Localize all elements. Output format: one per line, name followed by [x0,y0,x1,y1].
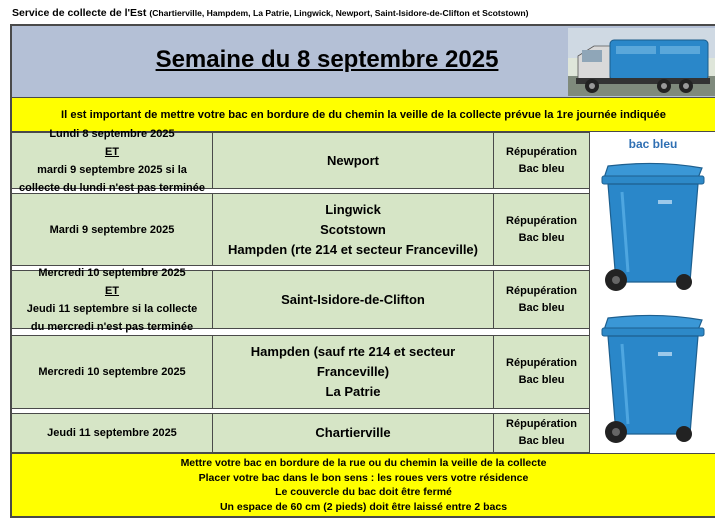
town-name: Hampden (sauf rte 214 et secteur [250,344,456,359]
town-name: La Patrie [325,384,381,399]
table-row [12,335,589,409]
collection-type-cell [494,271,589,328]
instruction-line: Un espace de 60 cm (2 pieds) doit être laissé entre 2 bacs [219,500,508,513]
table-row [12,193,589,266]
bin-type: Bac bleu [518,435,565,447]
town-cell [213,271,494,328]
bin-type: Bac bleu [518,301,565,314]
page-title: Semaine du 8 septembre 2025 [155,46,499,73]
date-line: Jeudi 11 septembre 2025 [47,427,177,439]
collection-type: Répupération [506,284,577,297]
date-line: Lundi 8 septembre 2025 [49,127,175,140]
blue-bin-icon [598,160,708,296]
table-row [12,413,589,453]
date-line: Mardi 9 septembre 2025 [49,223,175,236]
municipalities-list: (Chartierville, Hampdem, La Patrie, Lingwick, Newport, Saint-Isidore-de-Clifton et Scotstown) [149,8,529,18]
service-caption [12,7,528,19]
date-line [27,282,198,318]
date-line: collecte du lundi n'est pas terminée [19,181,205,194]
instructions-footer [12,453,715,516]
date-line [19,143,205,179]
et-marker: ET [104,145,120,158]
town-cell [213,194,494,265]
bin-type: Bac bleu [518,162,565,175]
town-name: Chartierville [315,425,391,440]
town-name: Saint-Isidore-de-Clifton [281,291,425,307]
instruction-line: Mettre votre bac en bordure de la rue ou du chemin la veille de la collecte [180,457,547,469]
date-line-text: mardi 9 septembre 2025 si la [37,163,187,176]
date-line: Mercredi 10 septembre 2025 [38,366,186,378]
town-name: Newport [327,152,379,168]
garbage-truck-image [568,28,715,96]
schedule-sheet [10,24,715,518]
bins-panel [589,132,716,453]
instruction-line: Le couvercle du bac doit être fermé [275,486,452,498]
town-cell [213,133,494,188]
notice-banner: Il est important de mettre votre bac en bordure de du chemin la veille de la collecte prévue la 1re journée indiquée [12,98,715,132]
instruction-line: Placer votre bac dans le bon sens : les roues vers votre résidence [198,471,529,484]
town-cell [213,414,494,452]
date-line-text: Jeudi 11 septembre si la collecte [26,302,198,315]
bin-type: Bac bleu [518,231,565,244]
service-name: Service de collecte de l'Est [12,7,147,19]
town-cell [213,336,494,408]
date-cell [12,266,213,333]
collection-type-cell [494,194,589,265]
collection-type-cell [494,414,589,452]
town-name: Scotstown [320,221,386,237]
collection-type-cell [494,336,589,408]
collection-type: Répupération [506,357,577,369]
town-name: Lingwick [325,201,381,217]
bin-type: Bac bleu [518,374,565,386]
date-cell [12,194,213,265]
et-marker: ET [104,284,120,297]
table-row [12,266,589,333]
collection-type: Répupération [506,214,577,227]
date-cell [12,336,213,408]
title-band [12,26,715,98]
bins-label: bac bleu [628,137,678,151]
town-name: Hampden (rte 214 et secteur Franceville) [228,241,478,257]
date-line: Mercredi 10 septembre 2025 [38,266,186,279]
blue-bin-icon [598,312,708,448]
date-line: du mercredi n'est pas terminée [30,320,194,333]
collection-type: Répupération [506,418,577,430]
date-cell [12,127,213,194]
collection-type-cell [494,133,589,188]
town-name: Franceville) [316,364,390,379]
table-row [12,127,589,194]
collection-type: Répupération [506,145,577,158]
date-cell [12,414,213,452]
